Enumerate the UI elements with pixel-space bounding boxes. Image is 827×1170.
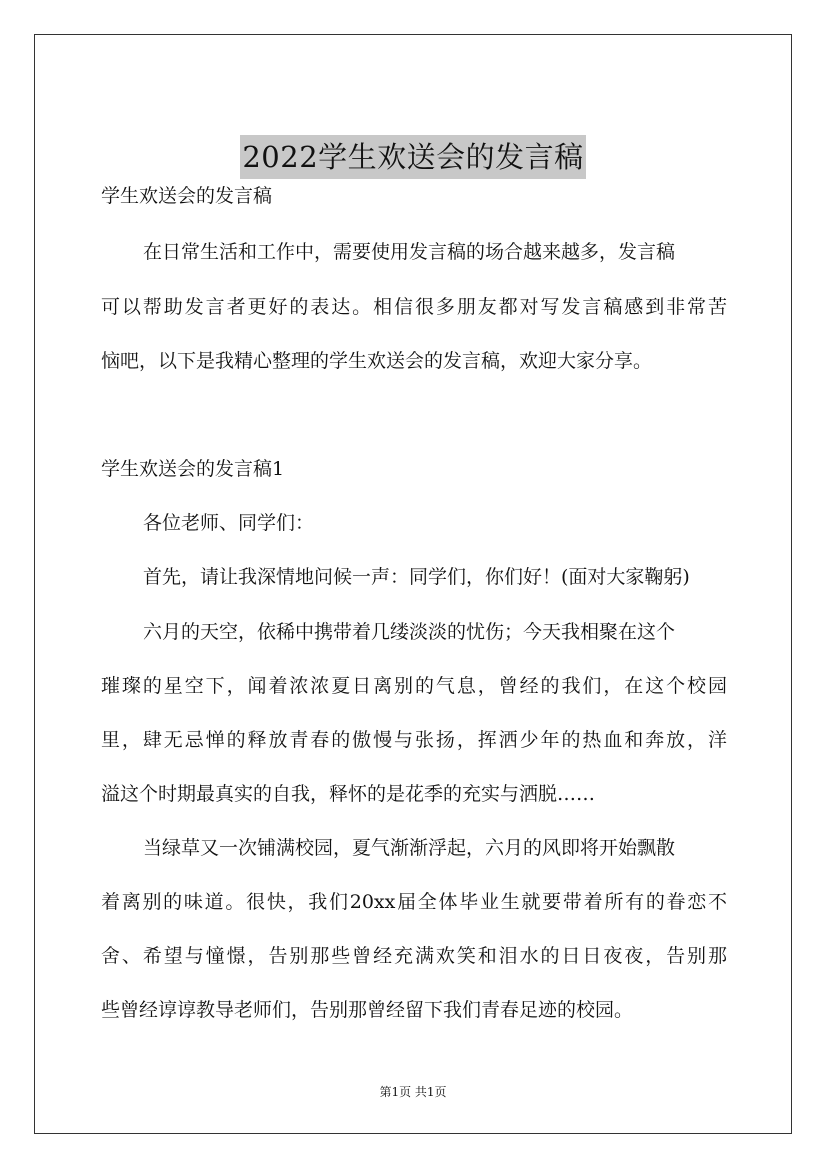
- paragraph-line: 里，肆无忌惮的释放青春的傲慢与张扬，挥洒少年的热血和奔放，洋: [101, 729, 727, 751]
- paragraph-line: 六月的天空，依稀中携带着几缕淡淡的忧伤；今天我相聚在这个: [143, 621, 676, 643]
- section-heading: 学生欢送会的发言稿1: [101, 458, 285, 480]
- paragraph-line: 舍、希望与憧憬，告别那些曾经充满欢笑和泪水的日日夜夜，告别那: [101, 945, 727, 967]
- paragraph-line: 些曾经谆谆教导老师们，告别那曾经留下我们青春足迹的校园。: [101, 999, 634, 1021]
- intro-line: 恼吧，以下是我精心整理的学生欢送会的发言稿，欢迎大家分享。: [101, 350, 653, 372]
- greeting: 各位老师、同学们：: [143, 512, 315, 534]
- paragraph-line: 当绿草又一次铺满校园，夏气渐渐浮起，六月的风即将开始飘散: [143, 837, 676, 859]
- paragraph-line: 璀璨的星空下，闻着浓浓夏日离别的气息，曾经的我们，在这个校园: [101, 675, 727, 697]
- paragraph-line: 溢这个时期最真实的自我，释怀的是花季的充实与洒脱……: [101, 783, 596, 805]
- intro-line: 在日常生活和工作中，需要使用发言稿的场合越来越多，发言稿: [143, 241, 676, 263]
- document-title: 2022学生欢送会的发言稿: [240, 135, 585, 179]
- document-page: [34, 34, 792, 1134]
- page-footer: 第1页 共1页: [379, 1085, 447, 1099]
- paragraph-line: 首先，请让我深情地问候一声：同学们，你们好！(面对大家鞠躬): [143, 566, 690, 588]
- subtitle: 学生欢送会的发言稿: [101, 185, 273, 207]
- paragraph-line: 着离别的味道。很快，我们20xx届全体毕业生就要带着所有的眷恋不: [101, 891, 727, 913]
- intro-line: 可以帮助发言者更好的表达。相信很多朋友都对写发言稿感到非常苦: [101, 296, 727, 318]
